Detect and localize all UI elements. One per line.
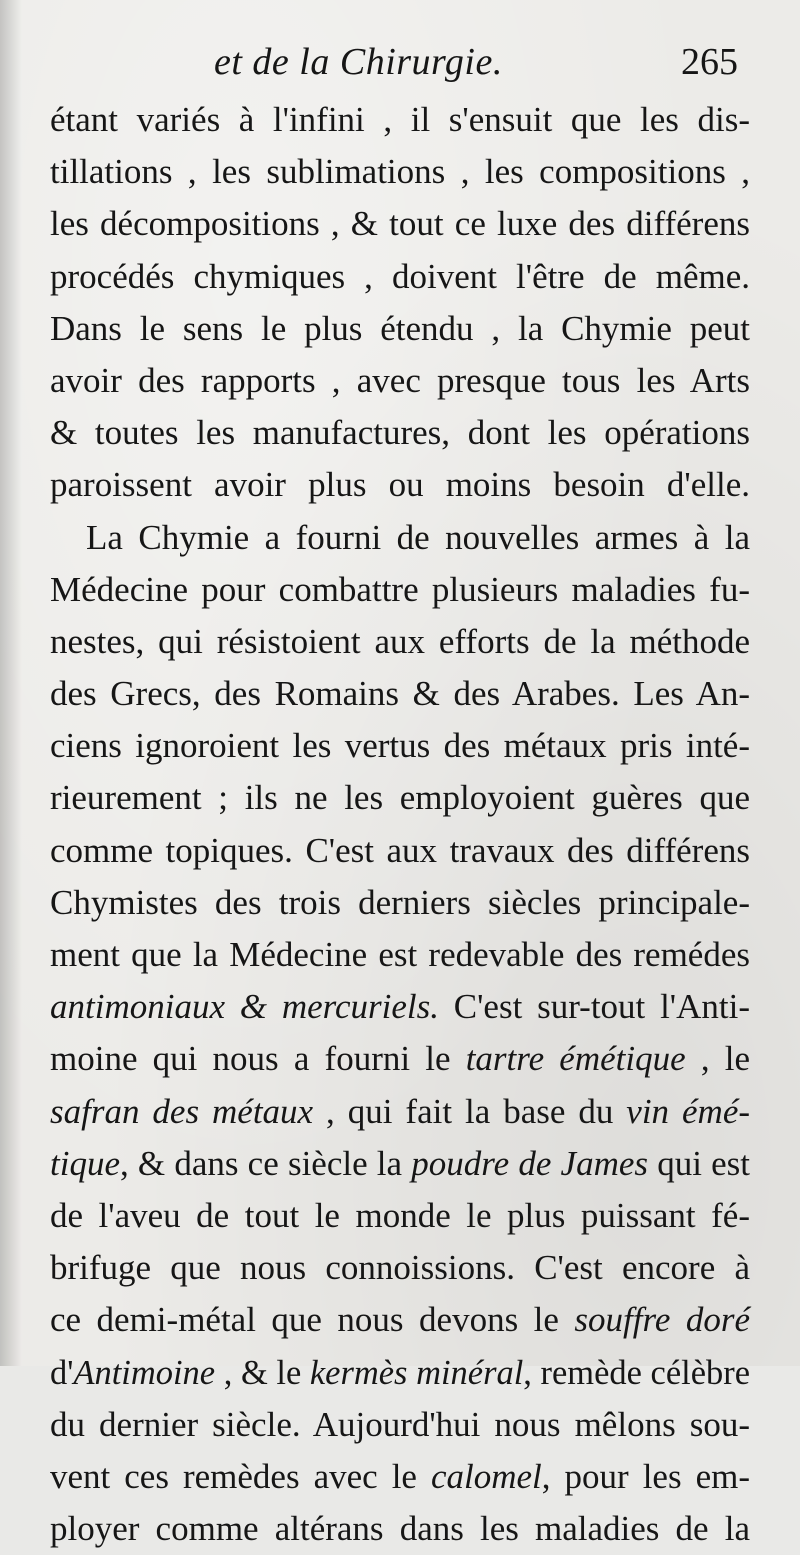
text-line: rieurement ; ils ne les employoient guères que — [50, 778, 750, 818]
text-line: & toutes les manufactures, dont les opérations — [50, 413, 750, 453]
text-line: ployer comme altérans dans les maladies de la — [50, 1509, 750, 1549]
text-line: procédés chymiques , doivent l'être de même. — [50, 256, 750, 296]
text-line: paroissent avoir plus ou moins besoin d'elle. — [50, 465, 750, 505]
text-line: les décompositions , & tout ce luxe des différens — [50, 204, 750, 244]
page-header — [0, 40, 800, 100]
text-line: nestes, qui résistoient aux efforts de la méthode — [50, 621, 750, 661]
italic-term: calomel — [430, 1456, 542, 1496]
page-number: 265 — [681, 41, 738, 83]
text-line: ce demi-métal que nous devons le souffre doré — [50, 1300, 750, 1340]
text-line: moine qui nous a fourni le tartre émétique , le — [50, 1039, 750, 1079]
text-line: ciens ignoroient les vertus des métaux pris inté- — [50, 726, 750, 766]
italic-term: tartre émétique — [465, 1039, 686, 1079]
text-line: d'Antimoine , & le kermès minéral, remède célèbre — [50, 1353, 750, 1392]
italic-term: safran des métaux — [50, 1091, 314, 1131]
italic-term: tique — [50, 1143, 120, 1183]
italic-term: kermès minéral — [309, 1353, 524, 1392]
text-line: avoir des rapports , avec presque tous les Arts — [50, 360, 750, 400]
text-line: brifuge que nous connoissions. C'est encore à — [50, 1248, 750, 1288]
text-line: safran des métaux , qui fait la base du vin émé- — [50, 1091, 751, 1131]
italic-term: souffre doré — [574, 1300, 750, 1340]
text-line: tique, & dans ce siècle la poudre de James qui est — [50, 1143, 751, 1183]
text-line: tillations , les sublimations , les compositions , — [50, 152, 750, 192]
text-line: de l'aveu de tout le monde le plus puissant fé- — [50, 1195, 750, 1235]
body-text — [50, 94, 750, 1555]
text-line: des Grecs, des Romains & des Arabes. Les An- — [50, 674, 750, 714]
text-line: du dernier siècle. Aujourd'hui nous mêlons sou- — [50, 1404, 750, 1444]
text-line: Dans le sens le plus étendu , la Chymie peut — [50, 308, 750, 348]
italic-term: antimoniaux & mercuriels. — [50, 987, 439, 1027]
text-line: étant variés à l'infini , il s'ensuit que les dis- — [50, 100, 750, 139]
text-line: comme topiques. C'est aux travaux des différens — [50, 830, 750, 870]
italic-term: poudre de James — [411, 1143, 649, 1183]
running-title: et de la Chirurgie. — [214, 41, 503, 83]
italic-term: Antimoine — [73, 1353, 216, 1392]
text-line: Médecine pour combattre plusieurs maladies fu- — [50, 569, 750, 609]
text-line: ment que la Médecine est redevable des remédes — [50, 935, 750, 974]
italic-term: vin émé- — [626, 1091, 751, 1131]
text-line: Chymistes des trois derniers siècles principale- — [50, 882, 750, 922]
text-line: vent ces remèdes avec le calomel, pour les em- — [50, 1456, 750, 1496]
paragraph-first-line: La Chymie a fourni de nouvelles armes à la — [86, 517, 750, 557]
text-line: antimoniaux & mercuriels. C'est sur-tout l'Anti- — [50, 987, 750, 1027]
